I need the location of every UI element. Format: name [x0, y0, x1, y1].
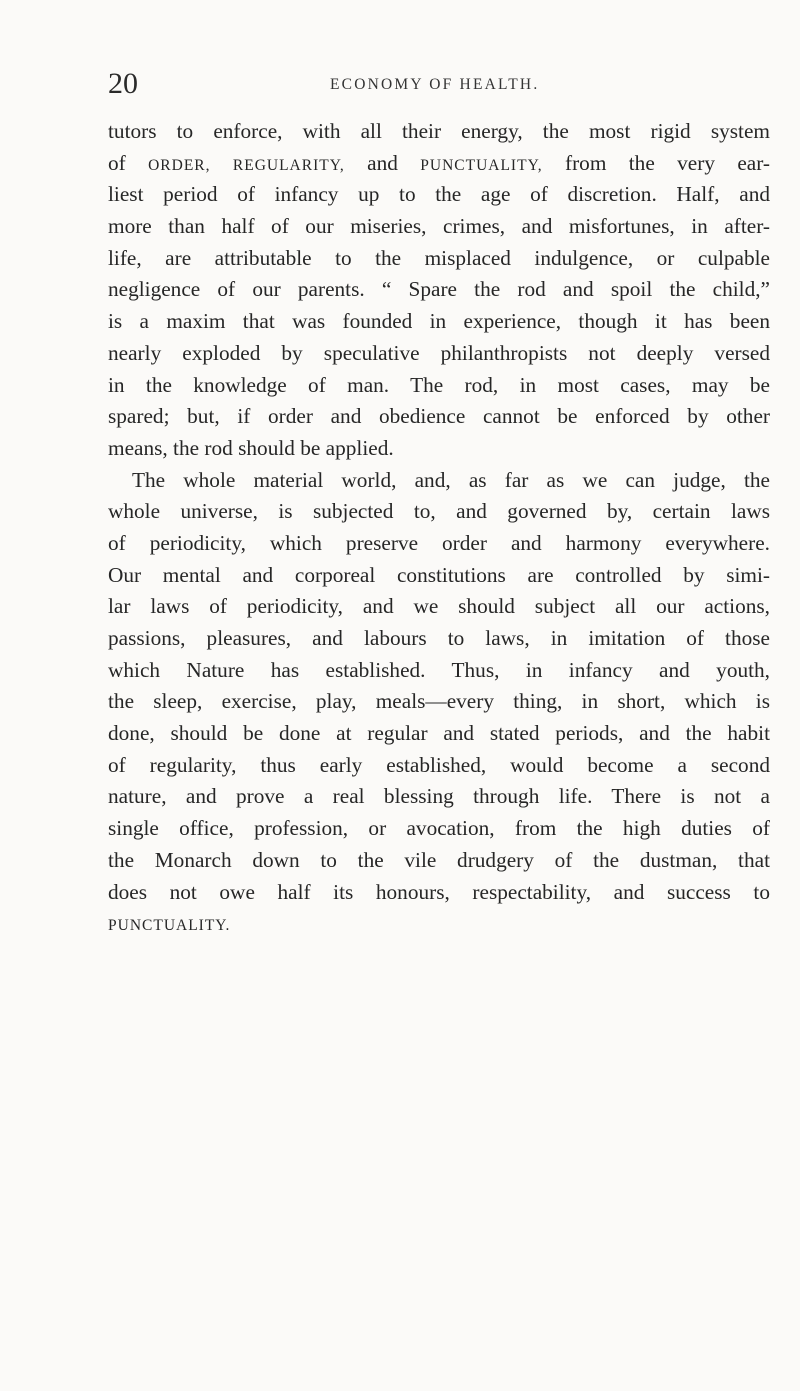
text-segment	[211, 151, 233, 175]
text-segment: of	[108, 150, 149, 175]
small-caps-word: REGULARITY,	[232, 156, 345, 174]
text-line: done, should be done at regular and stated periods, and the habit	[108, 721, 770, 746]
text-line	[108, 148, 770, 180]
text-line: the sleep, exercise, play, meals—every thing, in short, which is	[108, 689, 770, 714]
text-line: does not owe half its honours, respectability, and success to	[108, 879, 770, 904]
text-line: liest period of infancy up to the age of discretion. Half, and	[108, 182, 770, 207]
text-line: more than half of our miseries, crimes, and misfortunes, in after-	[108, 214, 770, 239]
page-number: 20	[108, 67, 138, 100]
text-line: whole universe, is subjected to, and governed by, certain laws	[108, 499, 770, 524]
text-line: lar laws of periodicity, and we should subject all our actions,	[108, 594, 770, 619]
small-caps-word: ORDER,	[148, 156, 211, 174]
text-line: life, are attributable to the misplaced indulgence, or culpable	[108, 245, 770, 270]
text-segment: from the very ear-	[542, 150, 770, 175]
text-line: nature, and prove a real blessing through life. There is not a	[108, 784, 770, 809]
text-line: passions, pleasures, and labours to laws, in imitation of those	[108, 626, 770, 650]
text-line: in the knowledge of man. The rod, in most cases, may be	[108, 372, 770, 397]
text-line: of regularity, thus early established, would become a second	[108, 752, 770, 777]
text-line: nearly exploded by speculative philanthropists not deeply versed	[108, 340, 770, 365]
text-line: is a maxim that was founded in experience, though it has been	[108, 309, 770, 334]
text-line: Our mental and corporeal constitutions are controlled by simi-	[108, 562, 770, 587]
small-caps-word: PUNCTUALITY,	[420, 156, 543, 174]
body-text	[108, 116, 770, 940]
text-line: The whole material world, and, as far as we can judge, the	[132, 467, 770, 492]
text-line: single office, profession, or avocation, from the high duties of	[108, 816, 770, 841]
text-line: which Nature has established. Thus, in infancy and youth,	[108, 657, 770, 682]
text-line	[108, 908, 770, 940]
text-line: of periodicity, which preserve order and harmony everywhere.	[108, 530, 770, 555]
text-line: the Monarch down to the vile drudgery of the dustman, that	[108, 847, 770, 872]
running-head	[108, 64, 770, 104]
text-line: means, the rod should be applied.	[108, 435, 394, 460]
running-title: ECONOMY OF HEALTH.	[330, 76, 540, 93]
text-line: tutors to enforce, with all their energy, the most rigid system	[108, 119, 770, 143]
text-line: negligence of our parents. “ Spare the rod and spoil the child,”	[108, 277, 770, 302]
text-line: spared; but, if order and obedience cannot be enforced by other	[108, 404, 770, 429]
text-segment: and	[344, 150, 421, 175]
small-caps-word: PUNCTUALITY.	[108, 917, 231, 935]
